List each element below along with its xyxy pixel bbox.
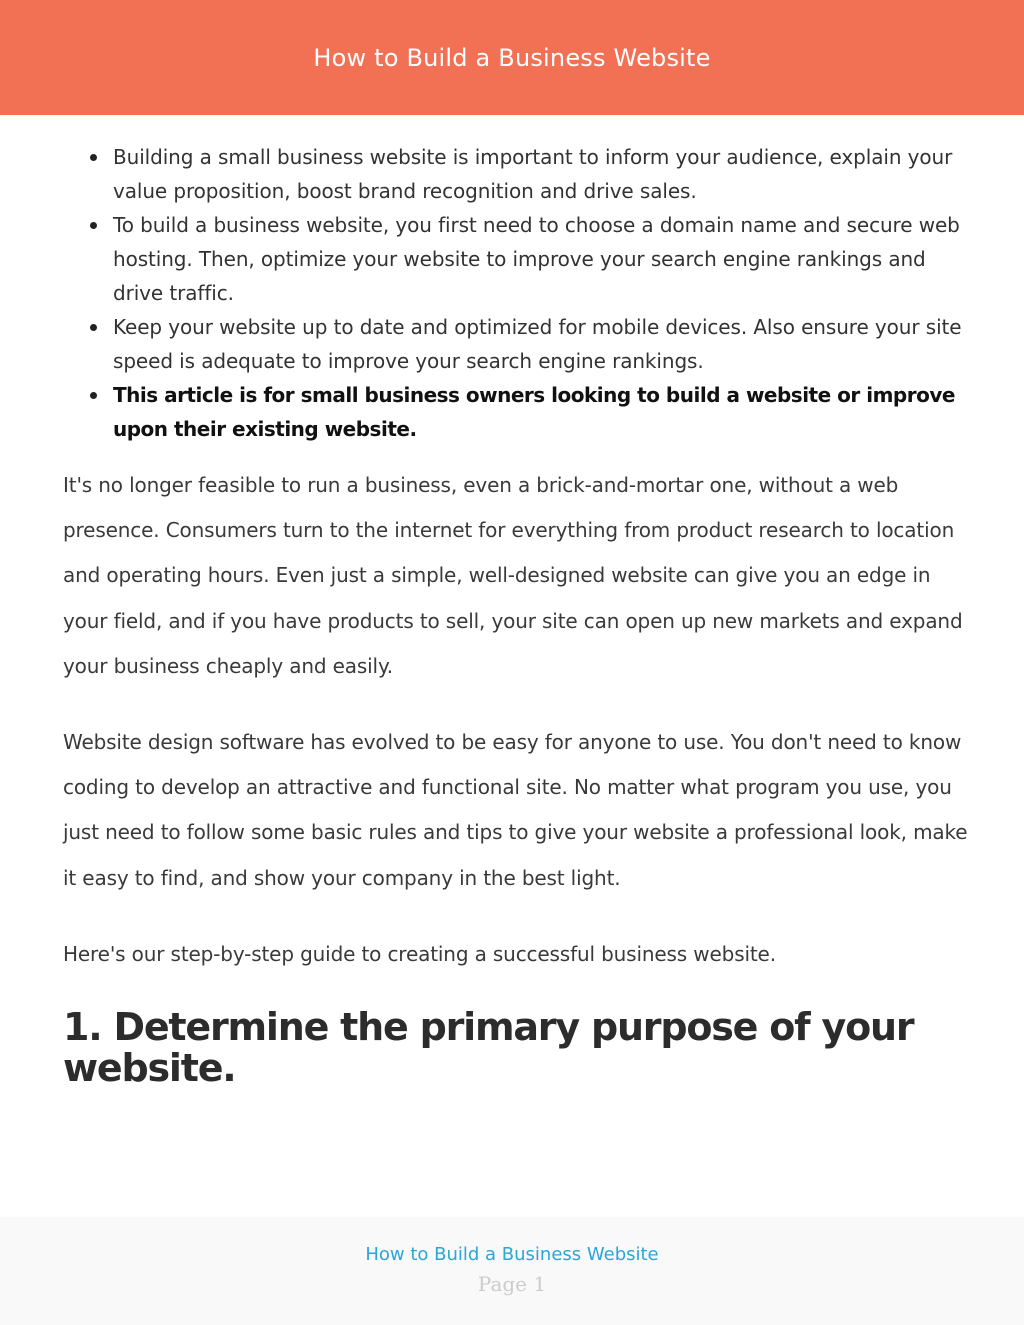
article-content bbox=[63, 140, 973, 1089]
page-header bbox=[0, 0, 1024, 115]
section-heading: 1. Determine the primary purpose of your website. bbox=[63, 1005, 914, 1091]
list-item: To build a business website, you first need to choose a domain name and secure web hosting. Then, optimize your website to improve your search engine rankings and drive traffic. bbox=[113, 208, 973, 310]
page-number: Page 1 bbox=[477, 1272, 547, 1296]
list-item: Keep your website up to date and optimized for mobile devices. Also ensure your site speed is adequate to improve your search engine rankings. bbox=[113, 310, 973, 378]
list-item: This article is for small business owners looking to build a website or improve upon their existing website. bbox=[113, 378, 973, 446]
page-footer bbox=[0, 1217, 1024, 1325]
header-title: How to Build a Business Website bbox=[313, 43, 711, 72]
footer-title-link[interactable]: How to Build a Business Website bbox=[365, 1244, 659, 1265]
body-paragraph: It's no longer feasible to run a business, even a brick-and-mortar one, without a web presence. Consumers turn to the internet for everything from product research to location and operating hours. Even just a simple, well-designed website can give you an edge in your field, and if you have products to sell, your site can open up new markets and expand your business cheaply and easily. bbox=[63, 473, 963, 678]
body-paragraph: Website design software has evolved to be easy for anyone to use. You don't need to know coding to develop an attractive and functional site. No matter what program you use, you just need to follow some basic rules and tips to give your website a professional look, make it easy to find, and show your company in the best light. bbox=[63, 730, 968, 890]
key-takeaways-list bbox=[63, 140, 973, 446]
body-paragraph: Here's our step-by-step guide to creating a successful business website. bbox=[63, 941, 776, 966]
list-item: Building a small business website is important to inform your audience, explain your value proposition, boost brand recognition and drive sales. bbox=[113, 140, 973, 208]
